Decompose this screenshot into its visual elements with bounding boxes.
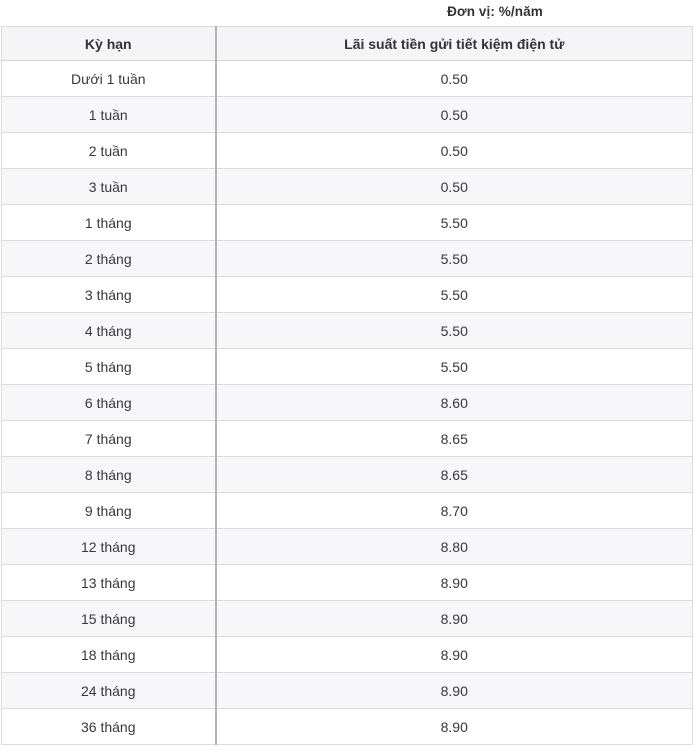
rate-cell: 0.50	[216, 169, 693, 205]
table-row	[2, 565, 693, 601]
term-cell: 13 tháng	[2, 565, 216, 601]
table-row	[2, 169, 693, 205]
table-row	[2, 61, 693, 97]
table-row	[2, 673, 693, 709]
table-row	[2, 709, 693, 745]
term-cell: 18 tháng	[2, 637, 216, 673]
rate-cell: 8.90	[216, 601, 693, 637]
rate-table-head	[2, 27, 693, 61]
table-row	[2, 529, 693, 565]
term-cell: Dưới 1 tuần	[2, 61, 216, 97]
rate-cell: 8.90	[216, 565, 693, 601]
rate-cell: 5.50	[216, 277, 693, 313]
term-cell: 1 tuần	[2, 97, 216, 133]
table-row	[2, 97, 693, 133]
table-row	[2, 493, 693, 529]
term-cell: 1 tháng	[2, 205, 216, 241]
table-row	[2, 241, 693, 277]
rate-cell: 8.90	[216, 709, 693, 745]
rate-cell: 8.65	[216, 457, 693, 493]
term-cell: 24 tháng	[2, 673, 216, 709]
term-cell: 9 tháng	[2, 493, 216, 529]
interest-rate-table	[1, 26, 693, 745]
term-cell: 2 tháng	[2, 241, 216, 277]
rate-cell: 0.50	[216, 61, 693, 97]
table-row	[2, 637, 693, 673]
rate-cell: 5.50	[216, 205, 693, 241]
term-cell: 15 tháng	[2, 601, 216, 637]
rate-cell: 8.70	[216, 493, 693, 529]
table-row	[2, 349, 693, 385]
term-cell: 5 tháng	[2, 349, 216, 385]
rate-cell: 8.60	[216, 385, 693, 421]
term-cell: 7 tháng	[2, 421, 216, 457]
term-cell: 3 tháng	[2, 277, 216, 313]
table-row	[2, 421, 693, 457]
rate-table-body	[2, 61, 693, 745]
term-cell: 36 tháng	[2, 709, 216, 745]
table-row	[2, 313, 693, 349]
header-row	[2, 27, 693, 61]
term-cell: 4 tháng	[2, 313, 216, 349]
rate-cell: 0.50	[216, 97, 693, 133]
table-row	[2, 601, 693, 637]
term-cell: 2 tuần	[2, 133, 216, 169]
rate-cell: 8.90	[216, 673, 693, 709]
unit-label: Đơn vị: %/năm	[447, 4, 543, 19]
table-row	[2, 457, 693, 493]
term-cell: 12 tháng	[2, 529, 216, 565]
table-row	[2, 133, 693, 169]
rate-cell: 8.80	[216, 529, 693, 565]
column-header-rate: Lãi suất tiền gửi tiết kiệm điện tử	[216, 27, 693, 61]
rate-cell: 5.50	[216, 241, 693, 277]
column-header-term: Kỳ hạn	[2, 27, 216, 61]
rate-cell: 8.90	[216, 637, 693, 673]
table-row	[2, 205, 693, 241]
term-cell: 8 tháng	[2, 457, 216, 493]
rate-cell: 8.65	[216, 421, 693, 457]
term-cell: 3 tuần	[2, 169, 216, 205]
term-cell: 6 tháng	[2, 385, 216, 421]
rate-cell: 5.50	[216, 349, 693, 385]
table-row	[2, 385, 693, 421]
rate-cell: 0.50	[216, 133, 693, 169]
table-row	[2, 277, 693, 313]
rate-cell: 5.50	[216, 313, 693, 349]
